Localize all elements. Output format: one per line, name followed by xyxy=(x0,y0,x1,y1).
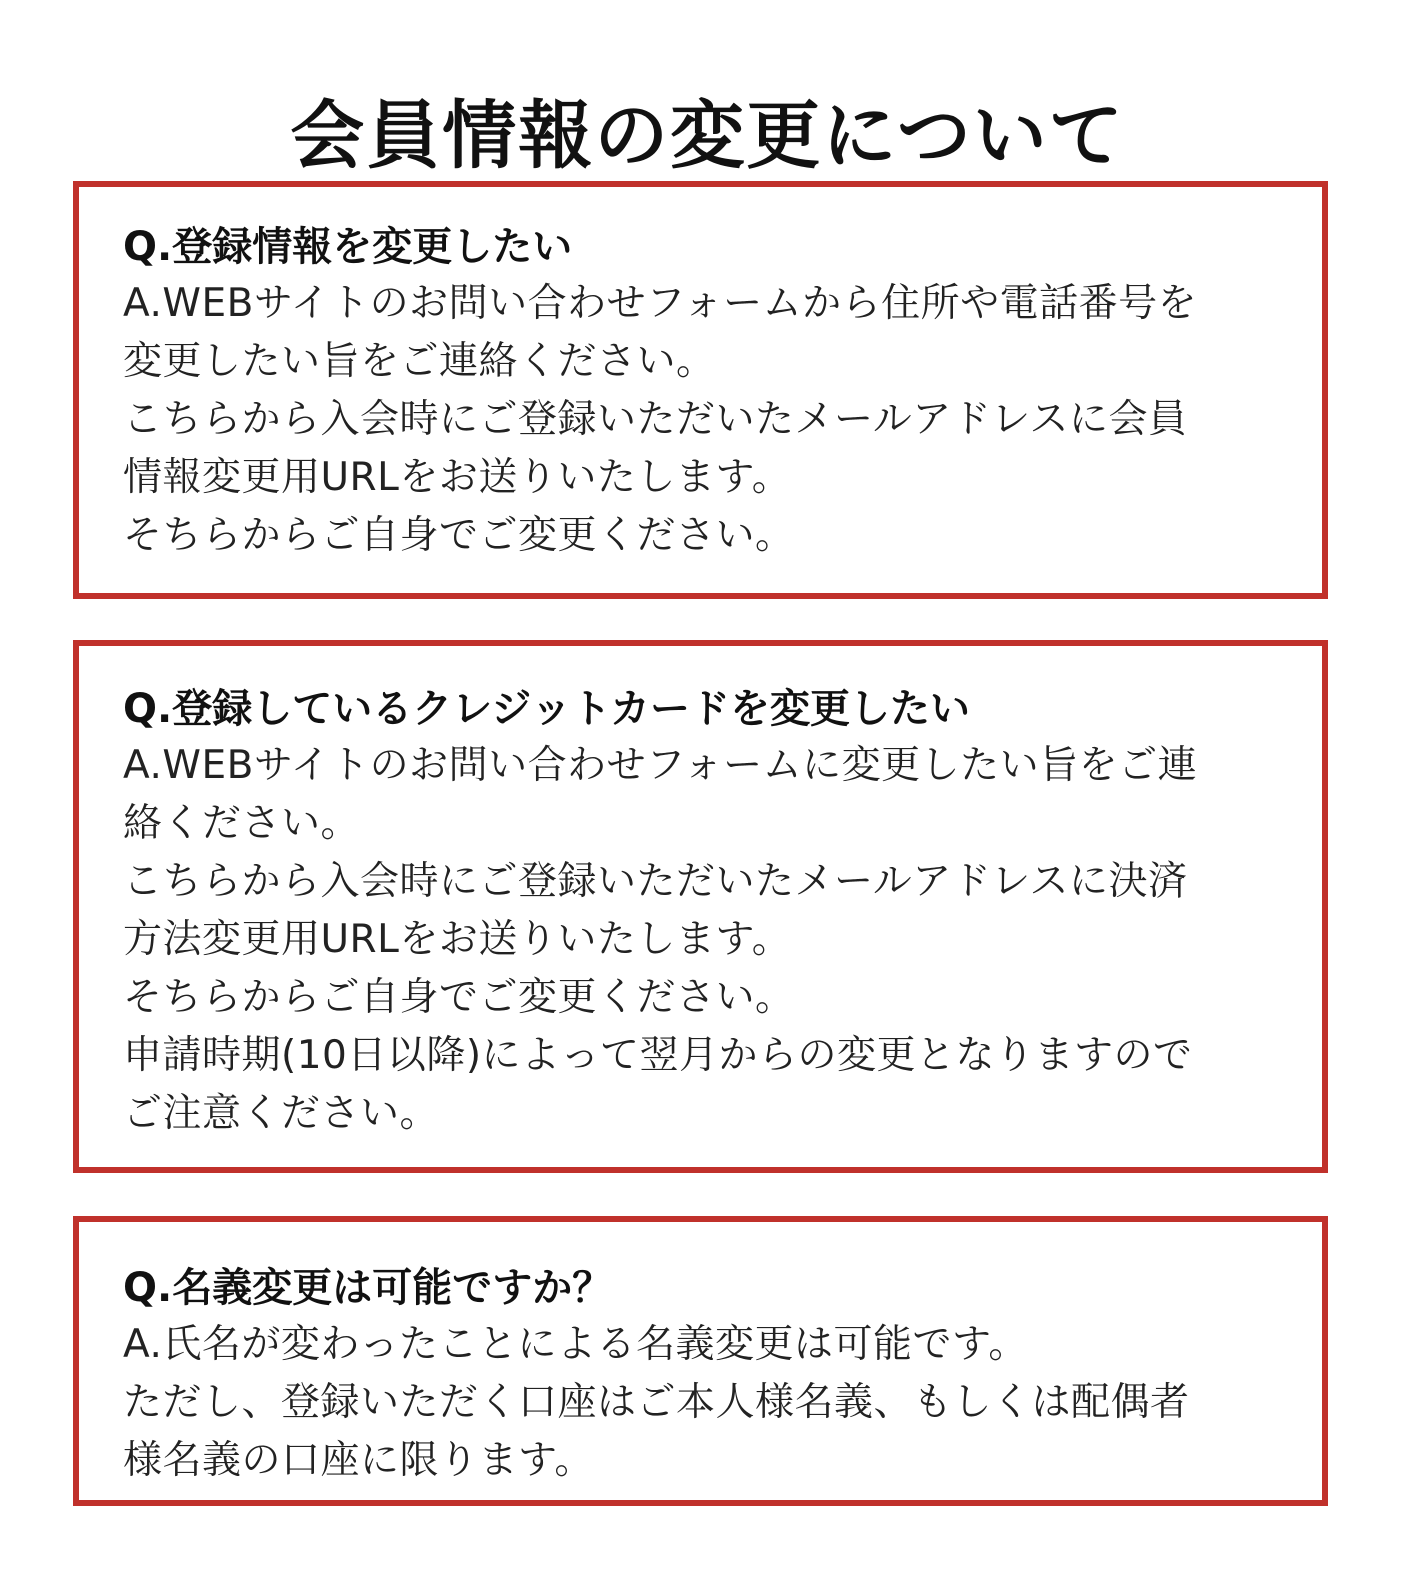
faq-answer-line: そちらからご自身でご変更ください。 xyxy=(123,513,795,558)
faq-answer-line: こちらから入会時にご登録いただいたメールアドレスに決済 xyxy=(123,859,1188,904)
faq-answer xyxy=(123,737,1282,1143)
faq-question: Q.登録しているクレジットカードを変更したい xyxy=(123,686,970,732)
faq-answer-line: 絡ください。 xyxy=(123,801,361,846)
faq-card xyxy=(73,1216,1328,1506)
faq-question: Q.名義変更は可能ですか？ xyxy=(123,1265,613,1311)
faq-card xyxy=(73,181,1328,599)
faq-answer-line: 情報変更用URLをお送りいたします。 xyxy=(123,455,792,500)
faq-answer-line: そちらからご自身でご変更ください。 xyxy=(123,975,795,1020)
faq-answer-line: A.WEBサイトのお問い合わせフォームから住所や電話番号を xyxy=(123,281,1198,326)
faq-answer-line: ただし、登録いただく口座はご本人様名義、もしくは配偶者 xyxy=(123,1380,1190,1425)
faq-question: Q.登録情報を変更したい xyxy=(123,224,573,270)
faq-answer-line: こちらから入会時にご登録いただいたメールアドレスに会員 xyxy=(123,397,1188,442)
faq-answer-line: 方法変更用URLをお送りいたします。 xyxy=(123,917,792,962)
faq-card xyxy=(73,640,1328,1173)
faq-answer-line: 変更したい旨をご連絡ください。 xyxy=(123,339,716,384)
faq-answer-line: ご注意ください。 xyxy=(123,1091,440,1136)
faq-answer-line: 様名義の口座に限ります。 xyxy=(123,1438,594,1483)
faq-answer-line: A.WEBサイトのお問い合わせフォームに変更したい旨をご連 xyxy=(123,743,1198,788)
page-title: 会員情報の変更について xyxy=(290,92,1125,179)
faq-answer xyxy=(123,1316,1282,1490)
faq-answer-line: A.氏名が変わったことによる名義変更は可能です。 xyxy=(123,1322,1028,1367)
faq-answer xyxy=(123,275,1282,565)
faq-answer-line: 申請時期(10日以降)によって翌月からの変更となりますので xyxy=(123,1033,1193,1078)
